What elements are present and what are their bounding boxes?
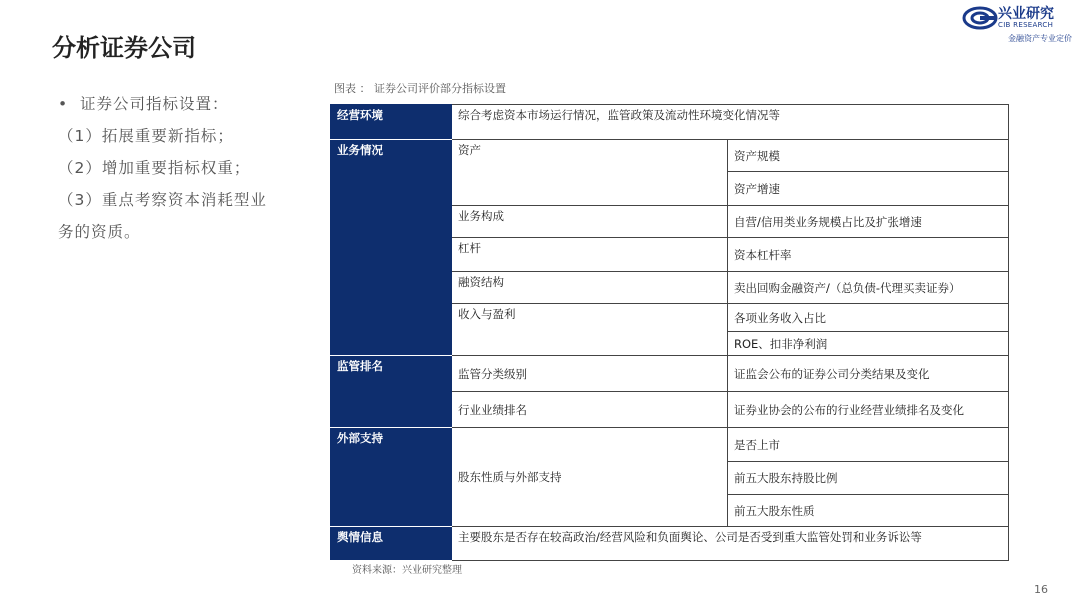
table-cell: 主要股东是否存在较高政治/经营风险和负面舆论、公司是否受到重大监管处罚和业务诉讼等: [452, 527, 1009, 561]
table-cell: 资产: [452, 140, 728, 206]
table-cell: 资产规模: [728, 140, 1009, 172]
bullet-item: （1）拓展重要新指标；: [58, 127, 234, 145]
section-header: 监管排名: [331, 356, 452, 428]
bullet-heading: 证券公司指标设置：: [80, 95, 229, 113]
table-cell: 收入与盈利: [452, 304, 728, 356]
section-header: 舆情信息: [331, 527, 452, 561]
table-cell: 卖出回购金融资产/（总负债-代理买卖证券）: [728, 272, 1009, 304]
section-header: 外部支持: [331, 428, 452, 527]
table-cell: 资产增速: [728, 172, 1009, 206]
table-cell: 是否上市: [728, 428, 1009, 462]
logo-name-cn: 兴业研究: [998, 6, 1054, 22]
bullet-item: 务的资质。: [58, 223, 141, 241]
table-cell: 前五大股东性质: [728, 495, 1009, 527]
table-cell: 业务构成: [452, 206, 728, 238]
logo-name-en: CIB RESEARCH: [998, 21, 1054, 29]
table-cell: ROE、扣非净利润: [728, 332, 1009, 356]
table-cell: 监管分类级别: [452, 356, 728, 392]
table-caption: 图表 ： 证券公司评价部分指标设置: [334, 82, 506, 95]
logo-tagline: 金融资产专业定价: [1008, 34, 1072, 43]
table-cell: 杠杆: [452, 238, 728, 272]
table-cell: 融资结构: [452, 272, 728, 304]
table-row: [331, 140, 1009, 172]
table-cell: 股东性质与外部支持: [452, 428, 728, 527]
table-row: [331, 428, 1009, 462]
table-cell: 行业业绩排名: [452, 392, 728, 428]
table-cell: 证券业协会的公布的行业经营业绩排名及变化: [728, 392, 1009, 428]
section-header: 业务情况: [331, 140, 452, 356]
section-header: 经营环境: [331, 105, 452, 140]
bullet-list: [58, 88, 303, 248]
table-row: [331, 356, 1009, 392]
cib-logo-icon: [962, 6, 998, 30]
page-number: 16: [1034, 583, 1048, 596]
table-cell: 各项业务收入占比: [728, 304, 1009, 332]
cib-logo: [962, 6, 1072, 48]
table-row: [331, 105, 1009, 140]
page-title: 分析证券公司: [52, 34, 196, 62]
table-cell: 资本杠杆率: [728, 238, 1009, 272]
bullet-item: （3）重点考察资本消耗型业: [58, 191, 267, 209]
bullet-dot: •: [58, 95, 69, 113]
bullet-item: （2）增加重要指标权重；: [58, 159, 251, 177]
indicator-table: [330, 104, 1009, 561]
table-cell: 证监会公布的证券公司分类结果及变化: [728, 356, 1009, 392]
table-cell: 前五大股东持股比例: [728, 462, 1009, 495]
table-cell: 自营/信用类业务规模占比及扩张增速: [728, 206, 1009, 238]
table-cell: 综合考虑资本市场运行情况，监管政策及流动性环境变化情况等: [452, 105, 1009, 140]
table-row: [331, 527, 1009, 561]
bullet-heading-row: [58, 88, 303, 120]
source-note: 资料来源：兴业研究整理: [352, 565, 462, 576]
